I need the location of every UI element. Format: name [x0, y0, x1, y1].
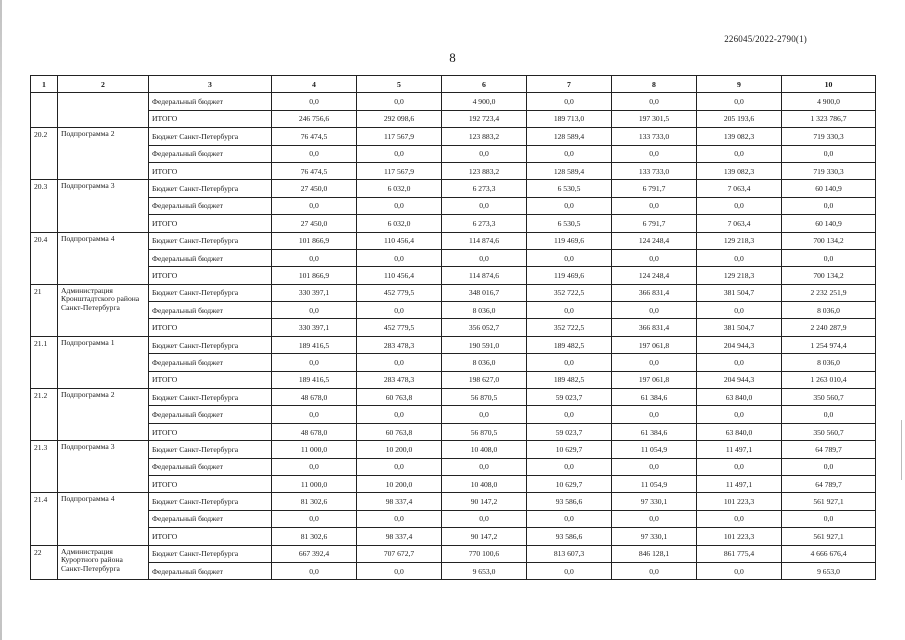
amount-cell: 114 874,6 — [442, 232, 527, 249]
column-header: 2 — [58, 76, 149, 93]
amount-cell: 0,0 — [527, 354, 612, 371]
amount-cell: 119 469,6 — [527, 267, 612, 284]
table-row — [31, 110, 876, 127]
amount-cell: 0,0 — [357, 406, 442, 423]
amount-cell: 861 775,4 — [697, 545, 782, 562]
amount-cell: 700 134,2 — [782, 232, 876, 249]
amount-cell: 110 456,4 — [357, 267, 442, 284]
amount-cell: 6 032,0 — [357, 215, 442, 232]
funding-source: Федеральный бюджет — [149, 458, 272, 475]
amount-cell: 76 474,5 — [272, 162, 357, 179]
table-row — [31, 215, 876, 232]
amount-cell: 0,0 — [272, 562, 357, 579]
amount-cell: 0,0 — [527, 93, 612, 110]
table-row — [31, 354, 876, 371]
amount-cell: 11 497,1 — [697, 475, 782, 492]
amount-cell: 0,0 — [357, 145, 442, 162]
amount-cell: 11 054,9 — [612, 441, 697, 458]
amount-cell: 0,0 — [612, 406, 697, 423]
amount-cell: 0,0 — [357, 302, 442, 319]
amount-cell: 11 497,1 — [697, 441, 782, 458]
amount-cell: 0,0 — [442, 197, 527, 214]
table-row — [31, 162, 876, 179]
funding-source: Федеральный бюджет — [149, 93, 272, 110]
scan-mark — [901, 420, 902, 480]
program-name: Подпрограмма 1 — [58, 336, 149, 388]
amount-cell: 330 397,1 — [272, 319, 357, 336]
amount-cell: 246 756,6 — [272, 110, 357, 127]
amount-cell: 11 054,9 — [612, 475, 697, 492]
amount-cell: 0,0 — [527, 510, 612, 527]
funding-source: Федеральный бюджет — [149, 406, 272, 423]
amount-cell: 452 779,5 — [357, 284, 442, 301]
amount-cell: 356 052,7 — [442, 319, 527, 336]
amount-cell: 10 408,0 — [442, 475, 527, 492]
funding-source: Федеральный бюджет — [149, 510, 272, 527]
amount-cell: 0,0 — [697, 302, 782, 319]
row-index: 21.2 — [31, 389, 58, 441]
amount-cell: 0,0 — [357, 562, 442, 579]
funding-source: Федеральный бюджет — [149, 249, 272, 266]
amount-cell: 6 791,7 — [612, 215, 697, 232]
amount-cell: 124 248,4 — [612, 232, 697, 249]
column-header: 1 — [31, 76, 58, 93]
amount-cell: 6 530,5 — [527, 215, 612, 232]
amount-cell: 0,0 — [782, 458, 876, 475]
amount-cell: 189 416,5 — [272, 371, 357, 388]
amount-cell: 0,0 — [442, 145, 527, 162]
amount-cell: 81 302,6 — [272, 528, 357, 545]
amount-cell: 10 629,7 — [527, 441, 612, 458]
amount-cell: 846 128,1 — [612, 545, 697, 562]
amount-cell: 128 589,4 — [527, 128, 612, 145]
amount-cell: 0,0 — [612, 249, 697, 266]
amount-cell: 129 218,3 — [697, 267, 782, 284]
amount-cell: 0,0 — [272, 197, 357, 214]
amount-cell: 189 416,5 — [272, 336, 357, 353]
funding-source: Бюджет Санкт-Петербурга — [149, 545, 272, 562]
amount-cell: 0,0 — [612, 145, 697, 162]
table-row — [31, 389, 876, 406]
amount-cell: 0,0 — [357, 93, 442, 110]
amount-cell: 0,0 — [442, 249, 527, 266]
table-row — [31, 128, 876, 145]
amount-cell: 59 023,7 — [527, 423, 612, 440]
amount-cell: 6 530,5 — [527, 180, 612, 197]
amount-cell: 61 384,6 — [612, 423, 697, 440]
amount-cell: 64 789,7 — [782, 441, 876, 458]
amount-cell: 330 397,1 — [272, 284, 357, 301]
amount-cell: 0,0 — [697, 197, 782, 214]
amount-cell: 1 254 974,4 — [782, 336, 876, 353]
amount-cell: 133 733,0 — [612, 128, 697, 145]
amount-cell: 27 450,0 — [272, 215, 357, 232]
amount-cell: 350 560,7 — [782, 423, 876, 440]
table-row — [31, 249, 876, 266]
column-header: 4 — [272, 76, 357, 93]
table-row — [31, 302, 876, 319]
amount-cell: 119 469,6 — [527, 232, 612, 249]
amount-cell: 719 330,3 — [782, 128, 876, 145]
table-row — [31, 180, 876, 197]
amount-cell: 64 789,7 — [782, 475, 876, 492]
row-index — [31, 93, 58, 128]
amount-cell: 381 504,7 — [697, 319, 782, 336]
funding-source: ИТОГО — [149, 267, 272, 284]
amount-cell: 0,0 — [272, 93, 357, 110]
amount-cell: 6 273,3 — [442, 215, 527, 232]
amount-cell: 197 301,5 — [612, 110, 697, 127]
table-row — [31, 93, 876, 110]
amount-cell: 56 870,5 — [442, 389, 527, 406]
amount-cell: 97 330,1 — [612, 528, 697, 545]
amount-cell: 11 000,0 — [272, 475, 357, 492]
amount-cell: 198 627,0 — [442, 371, 527, 388]
funding-source: Федеральный бюджет — [149, 197, 272, 214]
funding-source: Федеральный бюджет — [149, 302, 272, 319]
table-row — [31, 441, 876, 458]
row-index: 20.3 — [31, 180, 58, 232]
amount-cell: 0,0 — [272, 458, 357, 475]
table-row — [31, 371, 876, 388]
amount-cell: 0,0 — [272, 406, 357, 423]
amount-cell: 4 900,0 — [442, 93, 527, 110]
amount-cell: 0,0 — [442, 406, 527, 423]
amount-cell: 129 218,3 — [697, 232, 782, 249]
amount-cell: 93 586,6 — [527, 493, 612, 510]
amount-cell: 10 200,0 — [357, 441, 442, 458]
program-name: Подпрограмма 3 — [58, 180, 149, 232]
amount-cell: 0,0 — [527, 197, 612, 214]
amount-cell: 8 036,0 — [442, 354, 527, 371]
amount-cell: 719 330,3 — [782, 162, 876, 179]
table-header-row — [31, 76, 876, 93]
table-row — [31, 406, 876, 423]
amount-cell: 366 831,4 — [612, 319, 697, 336]
funding-source: ИТОГО — [149, 371, 272, 388]
amount-cell: 0,0 — [442, 510, 527, 527]
funding-source: ИТОГО — [149, 215, 272, 232]
amount-cell: 139 082,3 — [697, 162, 782, 179]
amount-cell: 707 672,7 — [357, 545, 442, 562]
funding-source: ИТОГО — [149, 423, 272, 440]
amount-cell: 0,0 — [272, 302, 357, 319]
amount-cell: 0,0 — [612, 354, 697, 371]
amount-cell: 667 392,4 — [272, 545, 357, 562]
amount-cell: 117 567,9 — [357, 128, 442, 145]
amount-cell: 114 874,6 — [442, 267, 527, 284]
program-name — [58, 93, 149, 128]
funding-source: ИТОГО — [149, 319, 272, 336]
funding-source: Федеральный бюджет — [149, 145, 272, 162]
row-index: 21 — [31, 284, 58, 336]
amount-cell: 0,0 — [697, 406, 782, 423]
amount-cell: 0,0 — [782, 406, 876, 423]
program-name: Подпрограмма 4 — [58, 232, 149, 284]
amount-cell: 0,0 — [782, 145, 876, 162]
amount-cell: 204 944,3 — [697, 371, 782, 388]
amount-cell: 770 100,6 — [442, 545, 527, 562]
table-row — [31, 475, 876, 492]
amount-cell: 7 063,4 — [697, 215, 782, 232]
program-name: Администрация Курортного района Санкт-Петербурга — [58, 545, 149, 580]
amount-cell: 283 478,3 — [357, 371, 442, 388]
table-row — [31, 510, 876, 527]
program-name: Подпрограмма 2 — [58, 389, 149, 441]
amount-cell: 0,0 — [527, 249, 612, 266]
amount-cell: 11 000,0 — [272, 441, 357, 458]
funding-source: Бюджет Санкт-Петербурга — [149, 128, 272, 145]
amount-cell: 352 722,5 — [527, 284, 612, 301]
amount-cell: 90 147,2 — [442, 528, 527, 545]
amount-cell: 101 866,9 — [272, 267, 357, 284]
program-name: Администрация Кронштадтского района Санкт-Петербурга — [58, 284, 149, 336]
funding-source: Бюджет Санкт-Петербурга — [149, 232, 272, 249]
amount-cell: 0,0 — [782, 197, 876, 214]
amount-cell: 10 408,0 — [442, 441, 527, 458]
funding-source: ИТОГО — [149, 162, 272, 179]
row-index: 20.2 — [31, 128, 58, 180]
amount-cell: 189 713,0 — [527, 110, 612, 127]
amount-cell: 0,0 — [697, 354, 782, 371]
amount-cell: 8 036,0 — [782, 302, 876, 319]
amount-cell: 10 200,0 — [357, 475, 442, 492]
table-row — [31, 545, 876, 562]
amount-cell: 98 337,4 — [357, 528, 442, 545]
column-header: 10 — [782, 76, 876, 93]
amount-cell: 6 032,0 — [357, 180, 442, 197]
column-header: 5 — [357, 76, 442, 93]
column-header: 3 — [149, 76, 272, 93]
amount-cell: 0,0 — [697, 458, 782, 475]
amount-cell: 6 791,7 — [612, 180, 697, 197]
amount-cell: 27 450,0 — [272, 180, 357, 197]
program-name: Подпрограмма 4 — [58, 493, 149, 545]
column-header: 8 — [612, 76, 697, 93]
funding-source: ИТОГО — [149, 110, 272, 127]
amount-cell: 98 337,4 — [357, 493, 442, 510]
amount-cell: 7 063,4 — [697, 180, 782, 197]
amount-cell: 0,0 — [357, 197, 442, 214]
document-number: 226045/2022-2790(1) — [724, 34, 807, 44]
table-row — [31, 562, 876, 579]
amount-cell: 204 944,3 — [697, 336, 782, 353]
program-name: Подпрограмма 2 — [58, 128, 149, 180]
amount-cell: 0,0 — [697, 145, 782, 162]
amount-cell: 56 870,5 — [442, 423, 527, 440]
amount-cell: 81 302,6 — [272, 493, 357, 510]
row-index: 21.1 — [31, 336, 58, 388]
amount-cell: 0,0 — [357, 249, 442, 266]
table-row — [31, 319, 876, 336]
row-index: 20.4 — [31, 232, 58, 284]
amount-cell: 128 589,4 — [527, 162, 612, 179]
amount-cell: 0,0 — [697, 562, 782, 579]
amount-cell: 283 478,3 — [357, 336, 442, 353]
amount-cell: 0,0 — [612, 510, 697, 527]
amount-cell: 6 273,3 — [442, 180, 527, 197]
amount-cell: 2 232 251,9 — [782, 284, 876, 301]
amount-cell: 197 061,8 — [612, 371, 697, 388]
amount-cell: 0,0 — [357, 510, 442, 527]
amount-cell: 348 016,7 — [442, 284, 527, 301]
amount-cell: 8 036,0 — [442, 302, 527, 319]
amount-cell: 561 927,1 — [782, 493, 876, 510]
amount-cell: 813 607,3 — [527, 545, 612, 562]
funding-source: ИТОГО — [149, 475, 272, 492]
amount-cell: 0,0 — [527, 406, 612, 423]
amount-cell: 63 840,0 — [697, 423, 782, 440]
amount-cell: 0,0 — [527, 562, 612, 579]
amount-cell: 0,0 — [612, 458, 697, 475]
amount-cell: 139 082,3 — [697, 128, 782, 145]
table-row — [31, 423, 876, 440]
amount-cell: 0,0 — [272, 354, 357, 371]
amount-cell: 60 140,9 — [782, 180, 876, 197]
amount-cell: 133 733,0 — [612, 162, 697, 179]
amount-cell: 561 927,1 — [782, 528, 876, 545]
column-header: 7 — [527, 76, 612, 93]
table-row — [31, 336, 876, 353]
program-name: Подпрограмма 3 — [58, 441, 149, 493]
amount-cell: 101 223,3 — [697, 493, 782, 510]
amount-cell: 9 653,0 — [442, 562, 527, 579]
funding-source: Бюджет Санкт-Петербурга — [149, 180, 272, 197]
amount-cell: 123 883,2 — [442, 162, 527, 179]
page-number: 8 — [449, 50, 456, 65]
amount-cell: 292 098,6 — [357, 110, 442, 127]
amount-cell: 60 763,8 — [357, 389, 442, 406]
amount-cell: 350 560,7 — [782, 389, 876, 406]
amount-cell: 48 678,0 — [272, 423, 357, 440]
column-header: 6 — [442, 76, 527, 93]
amount-cell: 0,0 — [527, 458, 612, 475]
amount-cell: 90 147,2 — [442, 493, 527, 510]
amount-cell: 0,0 — [697, 510, 782, 527]
table-row — [31, 232, 876, 249]
amount-cell: 10 629,7 — [527, 475, 612, 492]
amount-cell: 452 779,5 — [357, 319, 442, 336]
amount-cell: 0,0 — [782, 249, 876, 266]
amount-cell: 4 666 676,4 — [782, 545, 876, 562]
amount-cell: 63 840,0 — [697, 389, 782, 406]
amount-cell: 0,0 — [272, 145, 357, 162]
amount-cell: 0,0 — [527, 145, 612, 162]
amount-cell: 1 263 010,4 — [782, 371, 876, 388]
amount-cell: 0,0 — [612, 197, 697, 214]
amount-cell: 1 323 786,7 — [782, 110, 876, 127]
amount-cell: 192 723,4 — [442, 110, 527, 127]
table-row — [31, 528, 876, 545]
amount-cell: 0,0 — [357, 458, 442, 475]
amount-cell: 0,0 — [697, 93, 782, 110]
amount-cell: 197 061,8 — [612, 336, 697, 353]
row-index: 22 — [31, 545, 58, 580]
amount-cell: 205 193,6 — [697, 110, 782, 127]
funding-source: Федеральный бюджет — [149, 562, 272, 579]
table-row — [31, 145, 876, 162]
amount-cell: 0,0 — [272, 249, 357, 266]
amount-cell: 76 474,5 — [272, 128, 357, 145]
amount-cell: 0,0 — [782, 510, 876, 527]
funding-source: Бюджет Санкт-Петербурга — [149, 284, 272, 301]
table-row — [31, 284, 876, 301]
amount-cell: 93 586,6 — [527, 528, 612, 545]
amount-cell: 60 763,8 — [357, 423, 442, 440]
amount-cell: 0,0 — [272, 510, 357, 527]
amount-cell: 110 456,4 — [357, 232, 442, 249]
amount-cell: 0,0 — [527, 302, 612, 319]
amount-cell: 60 140,9 — [782, 215, 876, 232]
column-header: 9 — [697, 76, 782, 93]
amount-cell: 2 240 287,9 — [782, 319, 876, 336]
amount-cell: 61 384,6 — [612, 389, 697, 406]
amount-cell: 0,0 — [357, 354, 442, 371]
funding-source: Бюджет Санкт-Петербурга — [149, 336, 272, 353]
funding-source: Федеральный бюджет — [149, 354, 272, 371]
row-index: 21.3 — [31, 441, 58, 493]
amount-cell: 0,0 — [612, 562, 697, 579]
funding-source: ИТОГО — [149, 528, 272, 545]
amount-cell: 4 900,0 — [782, 93, 876, 110]
amount-cell: 123 883,2 — [442, 128, 527, 145]
amount-cell: 700 134,2 — [782, 267, 876, 284]
table-body — [31, 93, 876, 580]
amount-cell: 48 678,0 — [272, 389, 357, 406]
funding-source: Бюджет Санкт-Петербурга — [149, 389, 272, 406]
amount-cell: 352 722,5 — [527, 319, 612, 336]
amount-cell: 189 482,5 — [527, 371, 612, 388]
amount-cell: 190 591,0 — [442, 336, 527, 353]
budget-table — [30, 75, 876, 580]
amount-cell: 0,0 — [612, 93, 697, 110]
table-row — [31, 267, 876, 284]
amount-cell: 101 866,9 — [272, 232, 357, 249]
amount-cell: 0,0 — [697, 249, 782, 266]
amount-cell: 189 482,5 — [527, 336, 612, 353]
amount-cell: 124 248,4 — [612, 267, 697, 284]
scan-edge — [0, 0, 2, 640]
amount-cell: 381 504,7 — [697, 284, 782, 301]
row-index: 21.4 — [31, 493, 58, 545]
amount-cell: 8 036,0 — [782, 354, 876, 371]
amount-cell: 9 653,0 — [782, 562, 876, 579]
amount-cell: 117 567,9 — [357, 162, 442, 179]
amount-cell: 366 831,4 — [612, 284, 697, 301]
funding-source: Бюджет Санкт-Петербурга — [149, 493, 272, 510]
funding-source: Бюджет Санкт-Петербурга — [149, 441, 272, 458]
amount-cell: 0,0 — [612, 302, 697, 319]
table-row — [31, 493, 876, 510]
table-row — [31, 458, 876, 475]
amount-cell: 101 223,3 — [697, 528, 782, 545]
amount-cell: 97 330,1 — [612, 493, 697, 510]
table-row — [31, 197, 876, 214]
amount-cell: 0,0 — [442, 458, 527, 475]
amount-cell: 59 023,7 — [527, 389, 612, 406]
